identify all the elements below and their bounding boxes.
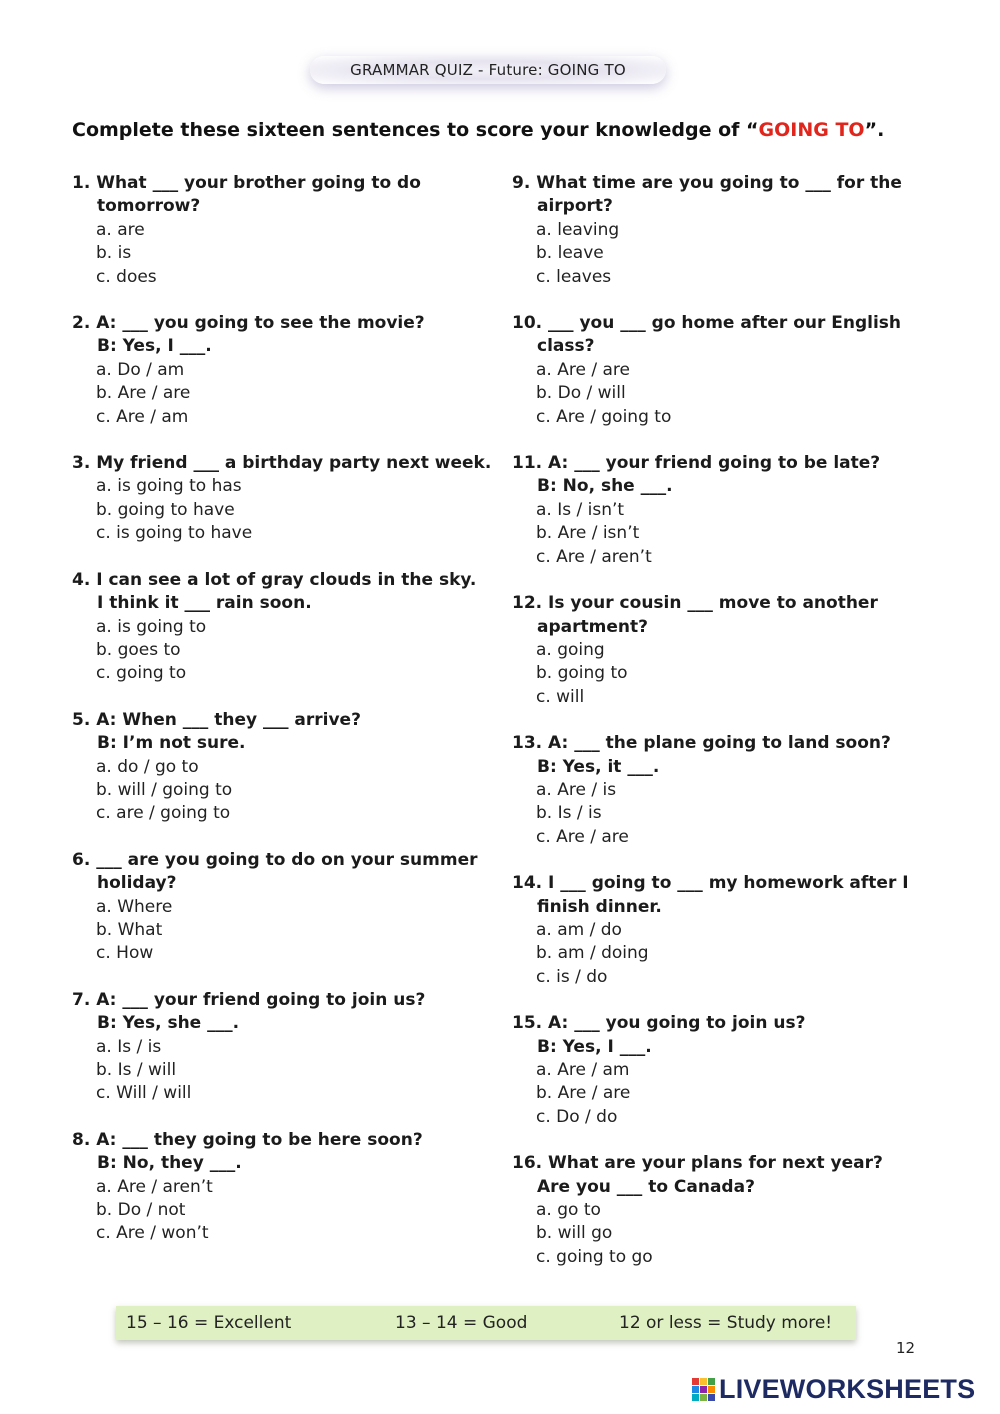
instruction-highlight: GOING TO [758, 119, 865, 141]
question-10 [512, 312, 922, 429]
answer-option[interactable]: a. going [536, 639, 605, 660]
answer-option[interactable]: b. am / doing [536, 943, 649, 964]
answer-option[interactable]: b. going to [536, 663, 628, 684]
answer-option[interactable]: c. Will / will [96, 1083, 192, 1104]
question-stem: 6. ___ are you going to do on your summer [72, 849, 478, 870]
scoring-bar [116, 1306, 856, 1340]
score-study: 12 or less = Study more! [619, 1313, 833, 1333]
question-6 [72, 849, 492, 966]
question-stem: 1. What ___ your brother going to do [72, 173, 421, 193]
answer-option[interactable]: a. do / go to [96, 756, 199, 777]
answer-option[interactable]: a. leaving [536, 219, 620, 240]
question-9 [512, 172, 922, 289]
answer-option[interactable]: b. Is / is [536, 803, 602, 824]
question-stem-continued: tomorrow? [97, 196, 201, 217]
answer-option[interactable]: a. Are / am [536, 1060, 630, 1080]
answer-option[interactable]: a. Are / are [536, 359, 630, 380]
answer-option[interactable]: c. going to go [536, 1246, 653, 1267]
answer-option[interactable]: a. go to [536, 1200, 601, 1221]
answer-option[interactable]: b. Are / are [96, 383, 191, 404]
question-14 [512, 872, 922, 989]
answer-option[interactable]: a. Is / isn’t [536, 499, 625, 520]
question-stem-continued: airport? [537, 196, 613, 217]
answer-option[interactable]: c. Are / are [536, 826, 629, 847]
answer-option[interactable]: a. Do / am [96, 359, 185, 380]
questions-column-right [512, 172, 922, 1269]
logo-grid-icon [692, 1378, 715, 1401]
answer-option[interactable]: b. Are / isn’t [536, 523, 640, 544]
question-stem: 13. A: ___ the plane going to land soon? [512, 733, 891, 754]
answer-option[interactable]: b. Do / not [96, 1200, 186, 1221]
quiz-title: GRAMMAR QUIZ - Future: GOING TO [310, 56, 666, 84]
question-12 [512, 592, 922, 709]
answer-option[interactable]: b. leave [536, 243, 604, 264]
question-3 [72, 452, 492, 546]
question-stem: 8. A: ___ they going to be here soon? [72, 1129, 423, 1150]
question-stem-continued: B: Yes, I ___. [97, 336, 212, 357]
answer-option[interactable]: a. is going to has [96, 476, 242, 497]
answer-option[interactable]: b. What [96, 919, 163, 940]
answer-option[interactable]: c. leaves [536, 266, 612, 287]
question-stem: 9. What time are you going to ___ for the [512, 173, 902, 193]
question-stem: 2. A: ___ you going to see the movie? [72, 313, 425, 334]
answer-option[interactable]: a. are [96, 219, 145, 240]
answer-option[interactable]: c. going to [96, 663, 187, 684]
answer-option[interactable]: c. How [96, 943, 154, 964]
question-stem: 14. I ___ going to ___ my homework after I [512, 873, 909, 894]
instruction-end: ”. [864, 119, 885, 141]
answer-option[interactable]: a. Are / aren’t [96, 1176, 213, 1197]
brand-name: LIVEWORKSHEETS [719, 1373, 976, 1404]
answer-option[interactable]: c. is / do [536, 966, 608, 987]
answer-option[interactable]: a. is going to [96, 616, 207, 637]
answer-option[interactable]: a. Are / is [536, 779, 617, 800]
questions-column-left [72, 172, 492, 1246]
answer-option[interactable]: a. am / do [536, 919, 622, 940]
question-stem-continued: holiday? [97, 873, 177, 894]
question-stem: 4. I can see a lot of gray clouds in the sky. [72, 569, 477, 590]
liveworksheets-logo[interactable] [692, 1374, 975, 1404]
logo-square [708, 1378, 715, 1385]
instruction-text: Complete these sixteen sentences to score your knowledge of “ [72, 119, 759, 141]
question-1 [72, 172, 492, 289]
answer-option[interactable]: c. will [536, 686, 585, 707]
question-2 [72, 312, 492, 429]
answer-option[interactable]: c. Are / aren’t [536, 546, 652, 567]
question-stem-continued: B: Yes, I ___. [537, 1036, 652, 1057]
question-4 [72, 569, 492, 686]
score-excellent: 15 – 16 = Excellent [126, 1313, 292, 1333]
logo-square [692, 1386, 699, 1393]
logo-square [692, 1394, 699, 1401]
question-stem: 5. A: When ___ they ___ arrive? [72, 709, 361, 730]
instructions [72, 119, 884, 141]
answer-option[interactable]: b. Are / are [536, 1083, 631, 1104]
question-stem-continued: B: Yes, it ___. [537, 756, 660, 777]
logo-square [700, 1394, 707, 1401]
question-stem: 10. ___ you ___ go home after our English [512, 313, 902, 334]
question-stem-continued: B: I’m not sure. [97, 733, 246, 754]
question-16 [512, 1152, 922, 1269]
answer-option[interactable]: c. Are / won’t [96, 1223, 209, 1244]
answer-option[interactable]: b. going to have [96, 499, 235, 520]
answer-option[interactable]: b. will / going to [96, 779, 233, 800]
logo-square [708, 1386, 715, 1393]
question-15 [512, 1012, 922, 1129]
question-11 [512, 452, 922, 569]
answer-option[interactable]: a. Is / is [96, 1036, 162, 1057]
question-stem: 16. What are your plans for next year? [512, 1153, 883, 1174]
logo-square [700, 1378, 707, 1385]
question-8 [72, 1129, 492, 1246]
answer-option[interactable]: b. Is / will [96, 1060, 177, 1080]
answer-option[interactable]: c. Are / going to [536, 406, 672, 427]
question-stem-continued: I think it ___ rain soon. [97, 593, 312, 614]
question-stem-continued: finish dinner. [537, 896, 662, 917]
answer-option[interactable]: b. is [96, 243, 132, 264]
question-stem: 15. A: ___ you going to join us? [512, 1013, 806, 1034]
question-stem-continued: apartment? [537, 616, 648, 637]
question-stem-continued: class? [537, 336, 595, 357]
logo-square [692, 1378, 699, 1385]
answer-option[interactable]: c. does [96, 266, 157, 287]
question-13 [512, 732, 922, 849]
answer-option[interactable]: b. will go [536, 1223, 613, 1244]
logo-square [700, 1386, 707, 1393]
question-stem: 7. A: ___ your friend going to join us? [72, 989, 426, 1010]
question-stem-continued: B: No, they ___. [97, 1153, 242, 1174]
question-stem-continued: Are you ___ to Canada? [537, 1176, 755, 1197]
logo-square [708, 1394, 715, 1401]
question-stem-continued: B: Yes, she ___. [97, 1013, 240, 1034]
answer-option[interactable]: b. Do / will [536, 383, 626, 404]
answer-option[interactable]: c. is going to have [96, 523, 253, 544]
answer-option[interactable]: a. Where [96, 896, 173, 917]
question-stem: 3. My friend ___ a birthday party next week. [72, 453, 492, 474]
question-stem-continued: B: No, she ___. [537, 476, 673, 497]
answer-option[interactable]: c. Are / am [96, 406, 189, 427]
question-stem: 11. A: ___ your friend going to be late? [512, 453, 881, 474]
answer-option[interactable]: c. are / going to [96, 803, 231, 824]
answer-option[interactable]: b. goes to [96, 639, 181, 660]
score-good: 13 – 14 = Good [395, 1313, 528, 1333]
question-7 [72, 989, 492, 1106]
question-stem: 12. Is your cousin ___ move to another [512, 593, 878, 614]
question-5 [72, 709, 492, 826]
page-number: 12 [896, 1339, 916, 1357]
answer-option[interactable]: c. Do / do [536, 1106, 618, 1127]
